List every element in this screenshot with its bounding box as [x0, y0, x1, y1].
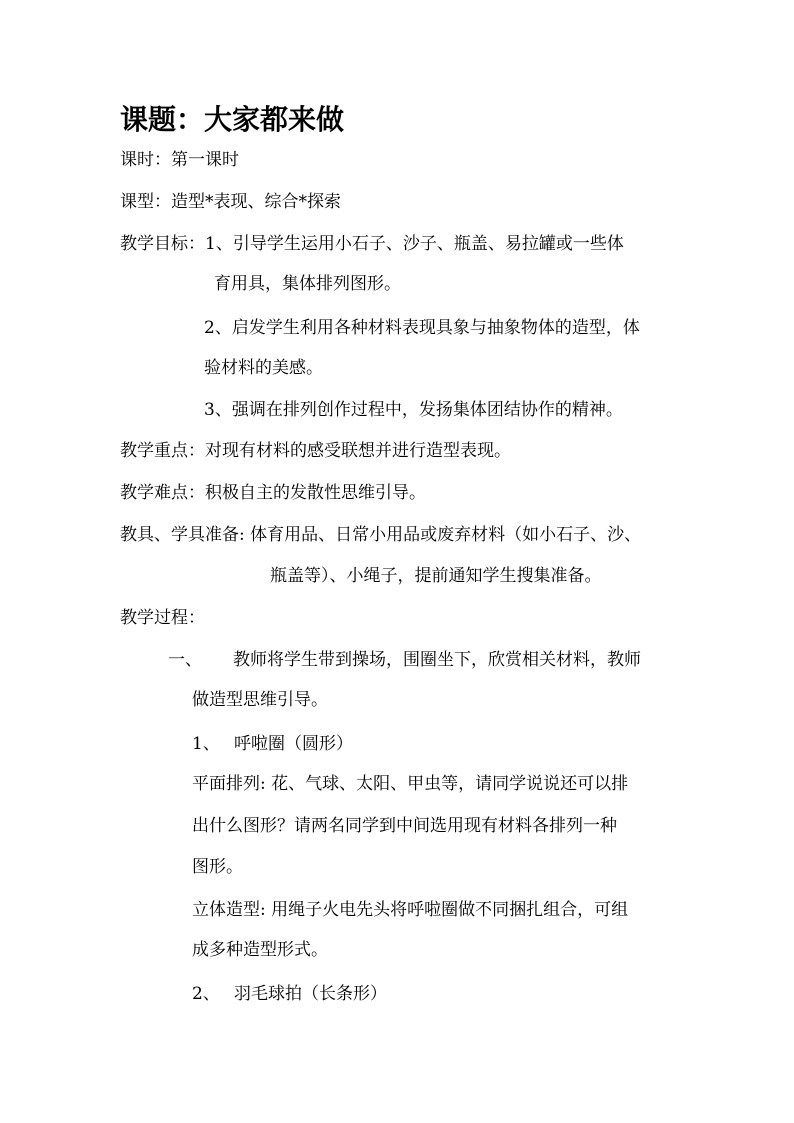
- objectives-line-1b: 育用具，集体排列图形。: [214, 274, 401, 294]
- difficulty: 教学难点：积极自主的发散性思维引导。: [120, 483, 426, 503]
- item-1-solid-b: 成多种造型形式。: [192, 940, 328, 960]
- section-1-line-a: 教师将学生带到操场，围圈坐下，欣赏相关材料，教师: [233, 650, 641, 670]
- item-1-flat-b: 出什么图形？请两名同学到中间选用现有材料各排列一种: [192, 816, 617, 836]
- item-2-title: 羽毛球拍（长条形）: [234, 984, 387, 1004]
- lesson-type: 课型：造型*表现、综合*探索: [120, 192, 341, 212]
- item-2-number: 2、: [192, 984, 220, 1004]
- lesson-period: 课时：第一课时: [120, 150, 239, 170]
- item-1-flat-a: 平面排列: 花、气球、太阳、甲虫等，请同学说说还可以排: [192, 774, 629, 794]
- objectives-line-1: 教学目标：1、引导学生运用小石子、沙子、瓶盖、易拉罐或一些体: [120, 234, 624, 254]
- objectives-line-3: 3、强调在排列创作过程中，发扬集体团结协作的精神。: [204, 400, 623, 420]
- key-point: 教学重点：对现有材料的感受联想并进行造型表现。: [120, 441, 511, 461]
- item-1-title: 呼啦圈（圆形）: [234, 734, 353, 754]
- materials-line-b: 瓶盖等）、小绳子，提前通知学生搜集准备。: [270, 566, 602, 586]
- section-1-number: 一、: [168, 650, 202, 670]
- item-1-solid-a: 立体造型: 用绳子火电先头将呼啦圈做不同捆扎组合，可组: [192, 900, 629, 920]
- objectives-line-2b: 验材料的美感。: [204, 358, 323, 378]
- item-1-flat-c: 图形。: [192, 857, 243, 877]
- section-1-line-b: 做造型思维引导。: [192, 690, 328, 710]
- item-1-number: 1、: [192, 734, 220, 754]
- process-heading: 教学过程：: [120, 608, 205, 628]
- materials-line-a: 教具、学具准备: 体育用品、日常小用品或废弃材料（如小石子、沙、: [120, 525, 642, 545]
- page-title: 课题：大家都来做: [120, 103, 345, 136]
- objectives-line-2a: 2、启发学生利用各种材料表现具象与抽象物体的造型，体: [204, 318, 640, 338]
